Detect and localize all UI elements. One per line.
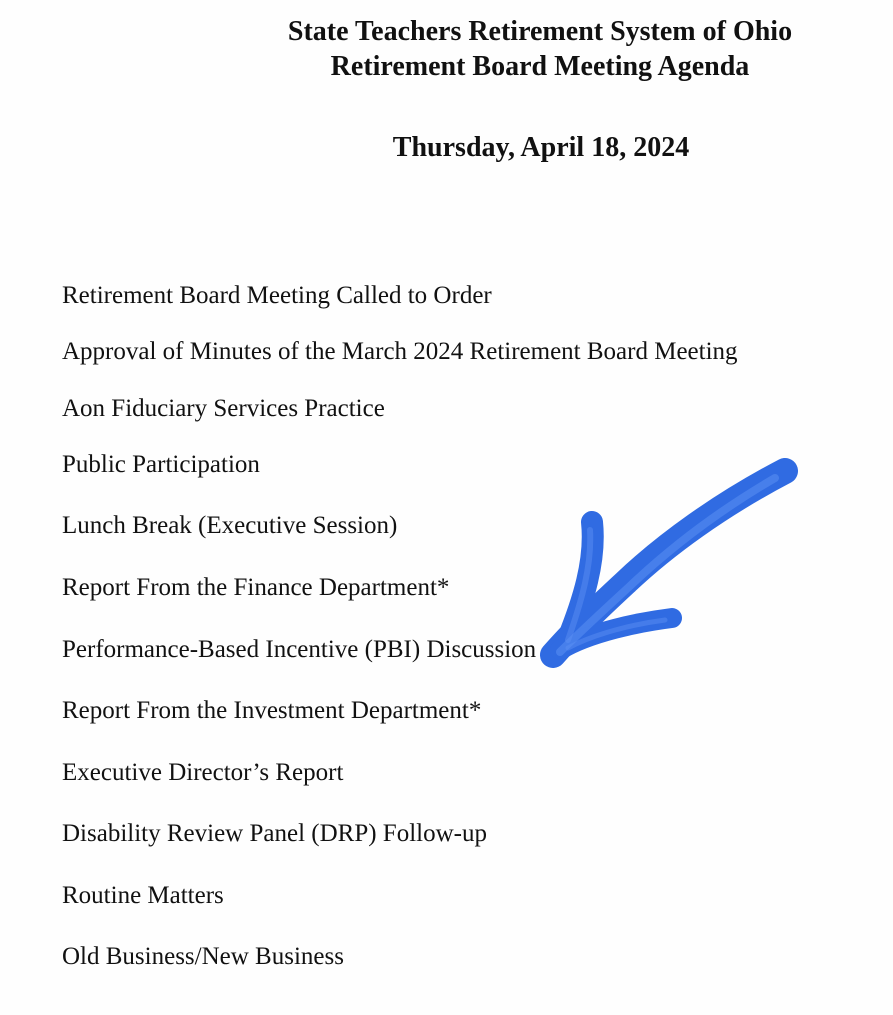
agenda-item-drp-follow-up: Disability Review Panel (DRP) Follow-up bbox=[62, 820, 487, 847]
arrow-head-upper bbox=[565, 522, 593, 646]
agenda-item-finance-report: Report From the Finance Department* bbox=[62, 574, 450, 601]
meeting-date: Thursday, April 18, 2024 bbox=[392, 132, 690, 163]
document-title: Retirement Board Meeting Agenda bbox=[330, 51, 750, 82]
agenda-item-call-to-order: Retirement Board Meeting Called to Order bbox=[62, 282, 492, 309]
agenda-item-executive-director-report: Executive Director’s Report bbox=[62, 759, 344, 786]
agenda-item-routine-matters: Routine Matters bbox=[62, 882, 224, 909]
agenda-item-old-new-business: Old Business/New Business bbox=[62, 943, 344, 970]
agenda-item-aon-fiduciary: Aon Fiduciary Services Practice bbox=[62, 395, 385, 422]
agenda-item-pbi-discussion: Performance-Based Incentive (PBI) Discussion bbox=[62, 636, 537, 663]
arrow-head-lower bbox=[560, 618, 672, 650]
agenda-item-investment-report: Report From the Investment Department* bbox=[62, 697, 482, 724]
agenda-item-lunch-break: Lunch Break (Executive Session) bbox=[62, 512, 398, 539]
arrow-shaft bbox=[553, 471, 785, 655]
agenda-item-public-participation: Public Participation bbox=[62, 451, 260, 478]
agenda-item-approval-of-minutes: Approval of Minutes of the March 2024 Retirement Board Meeting bbox=[62, 338, 738, 365]
document-organization: State Teachers Retirement System of Ohio bbox=[287, 16, 793, 47]
